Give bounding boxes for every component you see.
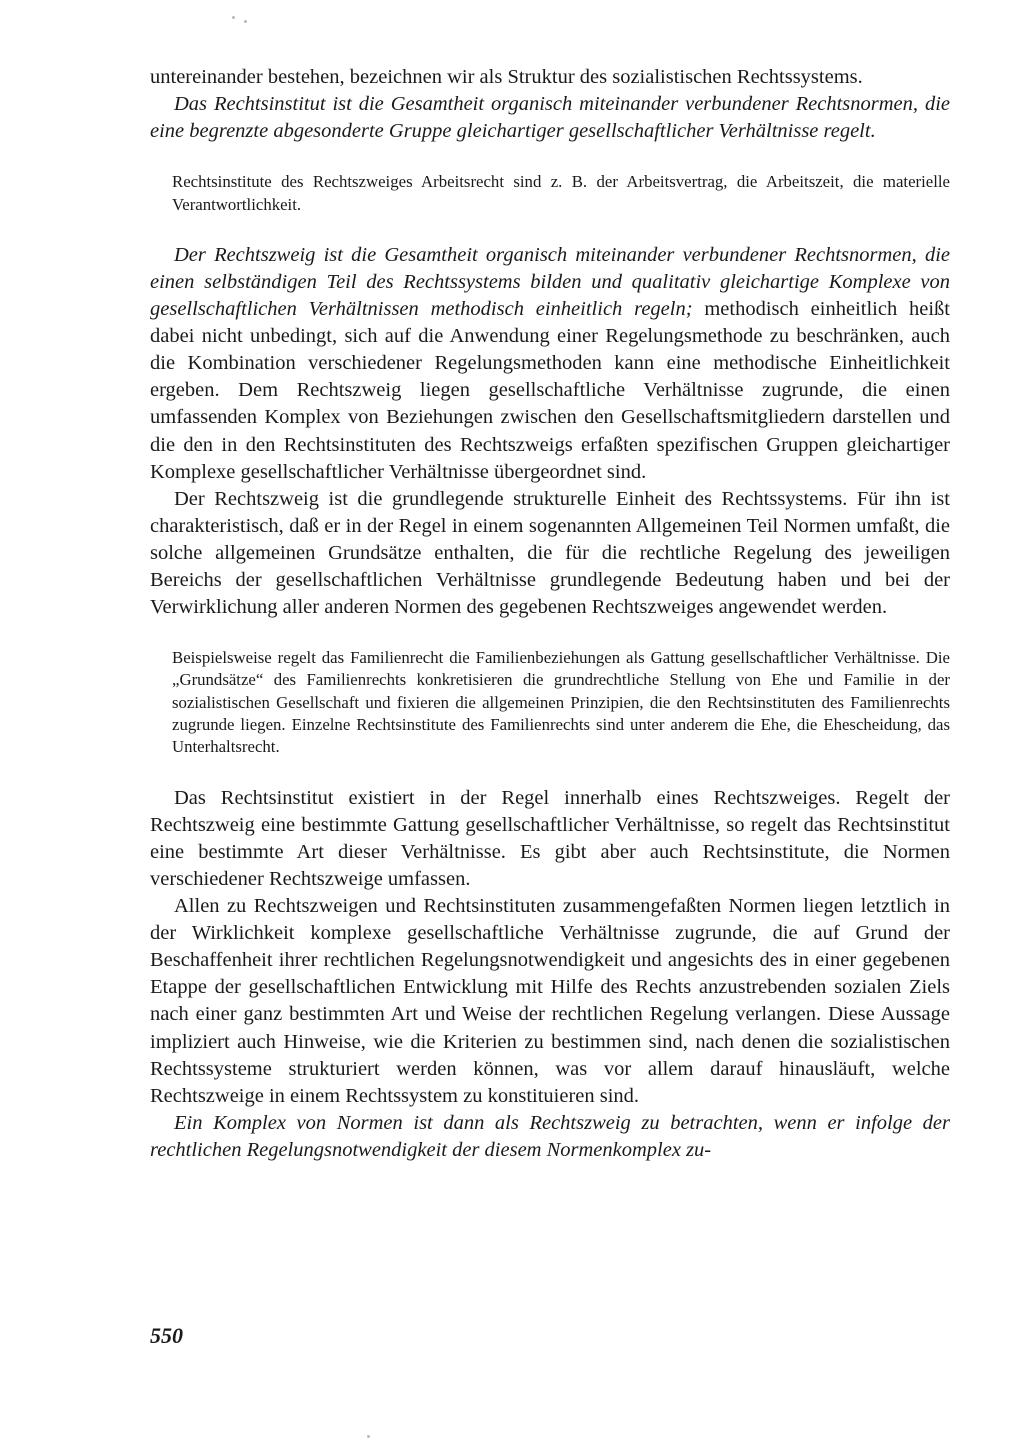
page-body bbox=[150, 64, 950, 1164]
scan-speck bbox=[244, 20, 247, 23]
note-arbeitsrecht: Rechtsinstitute des Rechtszweiges Arbeitsrecht sind z. B. der Arbeitsvertrag, die Arbeitszeit, die materielle Verantwortlichkeit. bbox=[172, 172, 950, 214]
note-familienrecht: Beispielsweise regelt das Familienrecht die Familienbeziehungen als Gattung gesellschaftlicher Verhältnisse. Die „Grundsätze“ des Familienrechts konkretisieren die grundrechtliche Stellung von Ehe und Familie in der sozialistischen Gesellschaft und fixieren die allgemeinen Prinzipien, die den Rechtsinstituten des Familienrechts zugrunde liegen. Einzelne Rechtsinstitute des Familienrechts sind unter anderem die Ehe, die Ehescheidung, das Unterhaltsrecht. bbox=[172, 648, 950, 757]
paragraph-normen-verhaeltnisse: Allen zu Rechtszweigen und Rechtsinstituten zusammengefaßten Normen liegen letztlich in der Wirklichkeit komplexe gesellschaftliche Verhältnisse zugrunde, die auf Grund der Beschaffenheit ihrer rechtlichen Regelungsnotwendigkeit und angesichts des in einer gegebenen Etappe der gesellschaftlichen Entwicklung mit Hilfe des Rechts anzustrebenden sozialen Ziels nach einer ganz bestimmten Art und Weise der rechtlichen Regelung verlangen. Diese Aussage impliziert auch Hinweise, wie die Kriterien zu bestimmen sind, nach denen die sozialistischen Rechtssysteme strukturiert werden können, was vor allem darauf hinausläuft, welche Rechtszweige in einem Rechtssystem zu konstituieren sind. bbox=[150, 895, 950, 1107]
paragraph-rechtszweig-einheit: Der Rechtszweig ist die grundlegende strukturelle Einheit des Rechtssystems. Für ihn ist charakteristisch, daß er in der Regel in einem sogenannten Allgemeinen Teil Normen umfaßt, die solche allgemeinen Grundsätze enthalten, die für die rechtliche Regelung des jeweiligen Bereichs der gesellschaftlichen Verhältnisse grundlegende Bedeutung haben und bei der Verwirklichung aller anderen Normen des gegebenen Rechtszweiges angewendet werden. bbox=[150, 487, 950, 619]
paragraph-structure: untereinander bestehen, bezeichnen wir als Struktur des sozialistischen Rechtssystems. bbox=[150, 66, 863, 88]
page-number: 550 bbox=[150, 1323, 183, 1348]
scan-speck bbox=[367, 1435, 370, 1438]
paragraph-rechtszweig-definition bbox=[150, 242, 950, 486]
definition-rechtszweig-continuation: methodisch einheitlich heißt dabei nicht unbedingt, sich auf die Anwendung einer Regelungsmethode zu beschränken, auch die Kombination verschiedener Regelungsmethoden kann eine methodische Einheitlichkeit ergeben. Dem Rechtszweig liegen gesellschaftliche Verhältnisse zugrunde, die einen umfassenden Komplex von Beziehungen zwischen den Gesellschaftsmitgliedern darstellen und die den in den Rechtsinstituten des Rechtszweigs erfaßten spezifischen Gruppen gleichartiger Komplexe gesellschaftlicher Verhältnisse übergeordnet sind. bbox=[150, 298, 950, 483]
definition-rechtszweig: Der Rechtszweig ist die Gesamtheit organisch miteinander verbundener Rechtsnormen, die einen selbständigen Teil des Rechtssystems bilden und qualitativ gleichartige Komplexe von gesellschaftlichen Verhältnissen methodisch einheitlich regeln; bbox=[150, 243, 950, 321]
paragraph-komplex-normen: Ein Komplex von Normen ist dann als Rechtszweig zu betrachten, wenn er infolge der rechtlichen Regelungsnotwendigkeit der diesem Normenkomplex zu- bbox=[150, 1111, 950, 1161]
paragraph-rechtsinstitut-existenz: Das Rechtsinstitut existiert in der Regel innerhalb eines Rechtszweiges. Regelt der Rechtszweig eine bestimmte Gattung gesellschaftlicher Verhältnisse, so regelt das Rechtsinstitut eine bestimmte Art dieser Verhältnisse. Es gibt aber auch Rechtsinstitute, die Normen verschiedener Rechtszweige umfassen. bbox=[150, 786, 950, 890]
scan-speck bbox=[232, 16, 235, 19]
definition-rechtsinstitut: Das Rechtsinstitut ist die Gesamtheit organisch miteinander verbundener Rechtsnormen, die eine begrenzte abgesonderte Gruppe gleichartiger gesellschaftlicher Verhältnisse regelt. bbox=[150, 93, 950, 143]
